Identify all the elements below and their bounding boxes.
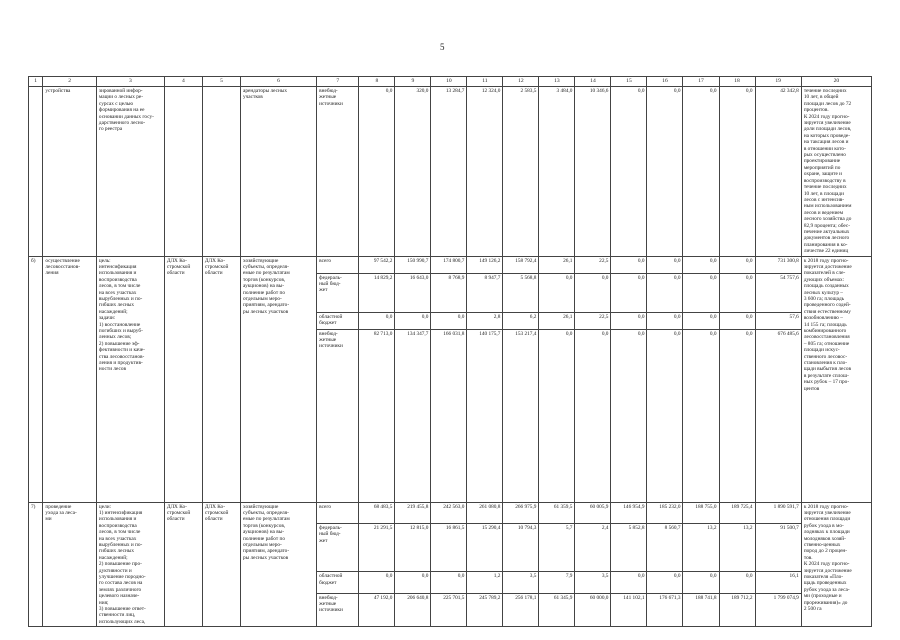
executor: ДЛХ Ко- стромской области: [164, 502, 202, 627]
goals-tasks: цель: интенсификация использования и воспроизводства лесов, в том числе на всех участках вырубленных и по- гибших лесных насаждений; задачи: 1) восстановление погибших и выруб- ленных лесов; 2) повышение эф- фективности и каче- ства лесовосстанов- ления и продуктив- ности лесов: [96, 256, 164, 502]
value-cell: 97 542,2: [359, 256, 395, 273]
funding-source: областной бюджет: [317, 572, 359, 593]
header-cell: 16: [647, 77, 683, 87]
goals-tasks: зированной инфор- мации о лесных ре- сурсах с целью формирования на ее основании данных госу- дарственного лесно- го реестра: [96, 87, 164, 257]
value-cell: 0,0: [719, 312, 755, 329]
value-cell: 57,6: [755, 312, 801, 329]
value-cell: 0,0: [395, 312, 431, 329]
value-cell: 3 484,0: [539, 87, 575, 257]
value-cell: 5 568,8: [503, 273, 539, 312]
header-cell: 19: [755, 77, 801, 87]
value-cell: 176 671,3: [647, 593, 683, 627]
value-cell: 188 755,0: [683, 502, 719, 523]
funding-source: всего: [317, 256, 359, 273]
participants: хозяйствующие субъекты, определя- емые по результатам торгов (конкурсов, аукционов) на вы- полнение работ по отдельным меро- приятиям, арендато- ры лесных участков: [241, 502, 317, 627]
value-cell: 82 713,0: [359, 329, 395, 502]
value-cell: 26,1: [539, 312, 575, 329]
header-cell: 10: [431, 77, 467, 87]
value-cell: 54 757,6: [755, 273, 801, 312]
value-cell: 22,5: [575, 256, 611, 273]
header-cell: 6: [241, 77, 317, 87]
header-cell: 14: [575, 77, 611, 87]
value-cell: 5 852,8: [611, 523, 647, 572]
value-cell: 61 359,5: [539, 502, 575, 523]
value-cell: 8 947,7: [467, 273, 503, 312]
value-cell: 13,2: [719, 523, 755, 572]
header-cell: 7: [317, 77, 359, 87]
value-cell: 0,0: [647, 572, 683, 593]
co-executor: ДЛХ Ко- стромской области: [202, 256, 240, 502]
value-cell: 2 583,5: [503, 87, 539, 257]
value-cell: 0,0: [647, 256, 683, 273]
value-cell: 13,2: [683, 523, 719, 572]
value-cell: 185 232,0: [647, 502, 683, 523]
value-cell: 60 005,9: [575, 502, 611, 523]
value-cell: 5,7: [539, 523, 575, 572]
value-cell: 3,5: [503, 572, 539, 593]
value-cell: 7,9: [539, 572, 575, 593]
value-cell: 0,0: [575, 273, 611, 312]
value-cell: 188 741,8: [683, 593, 719, 627]
row-number: 7): [29, 502, 43, 627]
value-cell: 0,0: [539, 329, 575, 502]
page-number: 5: [440, 42, 445, 52]
header-cell: 8: [359, 77, 395, 87]
value-cell: 47 192,0: [359, 593, 395, 627]
expected-results: к 2018 году прогно- зируется увеличение отношения площади рубок ухода в мо- лодняках к площади молодняков хозяй- ственно-ценных пород до 2 процен- тов. К 2024 году прогно- зируется достижение показателя «Пло- щадь проведенных рубок ухода за леса- ми (проходные и прореживания)» до 2 500 га: [801, 502, 871, 627]
funding-source: внебюд- жетные источники: [317, 87, 359, 257]
value-cell: 0,0: [431, 572, 467, 593]
value-cell: 256 178,1: [503, 593, 539, 627]
value-cell: 149 126,2: [467, 256, 503, 273]
header-cell: 2: [43, 77, 97, 87]
value-cell: 1 799 074,9: [755, 593, 801, 627]
value-cell: 0,0: [683, 273, 719, 312]
header-cell: 11: [467, 77, 503, 87]
value-cell: 91 500,7: [755, 523, 801, 572]
value-cell: 0,0: [359, 312, 395, 329]
value-cell: 245 789,2: [467, 593, 503, 627]
value-cell: 141 102,1: [611, 593, 647, 627]
executor: ДЛХ Ко- стромской области: [164, 256, 202, 502]
value-cell: 0,0: [719, 329, 755, 502]
value-cell: 22,5: [575, 312, 611, 329]
value-cell: 266 975,9: [503, 502, 539, 523]
funding-source: внебюд- жетные источники: [317, 329, 359, 502]
header-cell: 9: [395, 77, 431, 87]
header-row: [29, 77, 872, 87]
value-cell: 134 347,7: [395, 329, 431, 502]
header-cell: 13: [539, 77, 575, 87]
header-cell: 20: [801, 77, 871, 87]
budget-table: [28, 76, 872, 627]
value-cell: 0,0: [719, 273, 755, 312]
value-cell: 0,0: [647, 329, 683, 502]
value-cell: 0,0: [611, 572, 647, 593]
value-cell: 0,0: [647, 273, 683, 312]
participants: арендаторы лесных участков: [241, 87, 317, 257]
value-cell: 158 792,4: [503, 256, 539, 273]
value-cell: 242 563,0: [431, 502, 467, 523]
funding-source: областной бюджет: [317, 312, 359, 329]
value-cell: 0,0: [611, 329, 647, 502]
value-cell: 60 000,0: [575, 593, 611, 627]
measure-name: устройства: [43, 87, 97, 257]
value-cell: 0,0: [539, 273, 575, 312]
value-cell: 0,0: [647, 312, 683, 329]
value-cell: 0,0: [611, 312, 647, 329]
value-cell: 0,0: [719, 87, 755, 257]
value-cell: 320,0: [395, 87, 431, 257]
expected-results: течение последних 10 лет, в общей площади лесов до 72 процентов. К 2024 году прогно- зируется увеличение доли площади лесов, на которых проведе- на таксация лесов и в отношении кото- рых осуществлено проектирование мероприятий по охране, защите и воспроизводству в течение последних 10 лет, в площади лесов с интенсив- ным использованием лесов и ведением лесного хозяйства до 82,9 процента; обес- печение актуальных документов лесного планирования в ко- личестве 22 единиц: [801, 87, 871, 257]
value-cell: 15 290,4: [467, 523, 503, 572]
value-cell: 8 768,9: [431, 273, 467, 312]
value-cell: 150 990,7: [395, 256, 431, 273]
value-cell: 0,0: [647, 87, 683, 257]
value-cell: 225 701,5: [431, 593, 467, 627]
value-cell: 189 725,4: [719, 502, 755, 523]
value-cell: 153 217,4: [503, 329, 539, 502]
value-cell: 0,0: [431, 312, 467, 329]
value-cell: 10 794,3: [503, 523, 539, 572]
participants: хозяйствующие субъекты, определя- емые по результатам торгов (конкурсов, аукционов) на вы- полнение работ по отдельным меро- приятиям, арендато- ры лесных участков: [241, 256, 317, 502]
value-cell: 1 890 591,7: [755, 502, 801, 523]
co-executor: [202, 87, 240, 257]
value-cell: 0,0: [395, 572, 431, 593]
value-cell: 16 643,0: [395, 273, 431, 312]
header-cell: 5: [202, 77, 240, 87]
value-cell: 8 560,7: [647, 523, 683, 572]
funding-source: федераль- ный бюд- жет: [317, 523, 359, 572]
value-cell: 2,8: [467, 312, 503, 329]
table-row: [29, 256, 872, 273]
measure-name: проведение ухода за леса- ми: [43, 502, 97, 627]
value-cell: 261 080,8: [467, 502, 503, 523]
value-cell: 68 483,5: [359, 502, 395, 523]
value-cell: 6,2: [503, 312, 539, 329]
funding-source: федераль- ный бюд- жет: [317, 273, 359, 312]
header-cell: 12: [503, 77, 539, 87]
value-cell: 0,0: [611, 87, 647, 257]
value-cell: 42 342,8: [755, 87, 801, 257]
value-cell: 174 800,7: [431, 256, 467, 273]
value-cell: 731 300,8: [755, 256, 801, 273]
value-cell: 0,0: [683, 87, 719, 257]
value-cell: 0,0: [719, 572, 755, 593]
row-number: [29, 87, 43, 257]
co-executor: ДЛХ Ко- стромской области: [202, 502, 240, 627]
value-cell: 0,0: [611, 273, 647, 312]
value-cell: 12 324,0: [467, 87, 503, 257]
table-row: [29, 502, 872, 523]
header-cell: 1: [29, 77, 43, 87]
value-cell: 3,5: [575, 572, 611, 593]
value-cell: 189 712,2: [719, 593, 755, 627]
value-cell: 14 829,2: [359, 273, 395, 312]
funding-source: внебюд- жетные источники: [317, 593, 359, 627]
value-cell: 16 861,5: [431, 523, 467, 572]
value-cell: 0,0: [611, 256, 647, 273]
value-cell: 140 175,7: [467, 329, 503, 502]
value-cell: 0,0: [719, 256, 755, 273]
value-cell: 21 291,5: [359, 523, 395, 572]
value-cell: 61 345,9: [539, 593, 575, 627]
header-cell: 15: [611, 77, 647, 87]
value-cell: 13 284,7: [431, 87, 467, 257]
value-cell: 0,0: [359, 87, 395, 257]
value-cell: 0,0: [683, 572, 719, 593]
value-cell: 0,0: [359, 572, 395, 593]
table-row: [29, 87, 872, 257]
value-cell: 26,1: [539, 256, 575, 273]
value-cell: 206 640,8: [395, 593, 431, 627]
value-cell: 0,0: [683, 329, 719, 502]
value-cell: 166 031,8: [431, 329, 467, 502]
goals-tasks: цели: 1) интенсификация использования и воспроизводства лесов, в том числе на всех участках вырубленных и по- гибших лесных насаждений; 2) повышение про- дуктивности и улучшение породно- го состава лесов на землях различного целевого назначе- ния; 3) повышение ответ- ственности лиц, использующих леса,: [96, 502, 164, 627]
value-cell: 16,1: [755, 572, 801, 593]
value-cell: 12 815,0: [395, 523, 431, 572]
executor: [164, 87, 202, 257]
value-cell: 0,0: [575, 329, 611, 502]
header-cell: 17: [683, 77, 719, 87]
header-cell: 18: [719, 77, 755, 87]
measure-name: осуществление лесовосстанов- ления: [43, 256, 97, 502]
value-cell: 0,0: [683, 256, 719, 273]
value-cell: 676 485,6: [755, 329, 801, 502]
header-cell: 3: [96, 77, 164, 87]
row-number: б): [29, 256, 43, 502]
value-cell: 1,2: [467, 572, 503, 593]
value-cell: 2,4: [575, 523, 611, 572]
funding-source: всего: [317, 502, 359, 523]
header-cell: 4: [164, 77, 202, 87]
value-cell: 219 455,8: [395, 502, 431, 523]
value-cell: 146 954,9: [611, 502, 647, 523]
value-cell: 0,0: [683, 312, 719, 329]
expected-results: к 2018 году прогно- зируется достижение показателей в сле- дующих объемах: площадь созданных лесных культур – 3 600 га; площадь проведенного содей- ствия естественному возобновлению – 14 155 га; площадь комбинированного лесовосстановления – 805 га; отношение площади искус- ственного лесовос- становления к пло- щади выбытия лесов в результате сплош- ных рубок – 17 про- центов: [801, 256, 871, 502]
value-cell: 10 346,6: [575, 87, 611, 257]
